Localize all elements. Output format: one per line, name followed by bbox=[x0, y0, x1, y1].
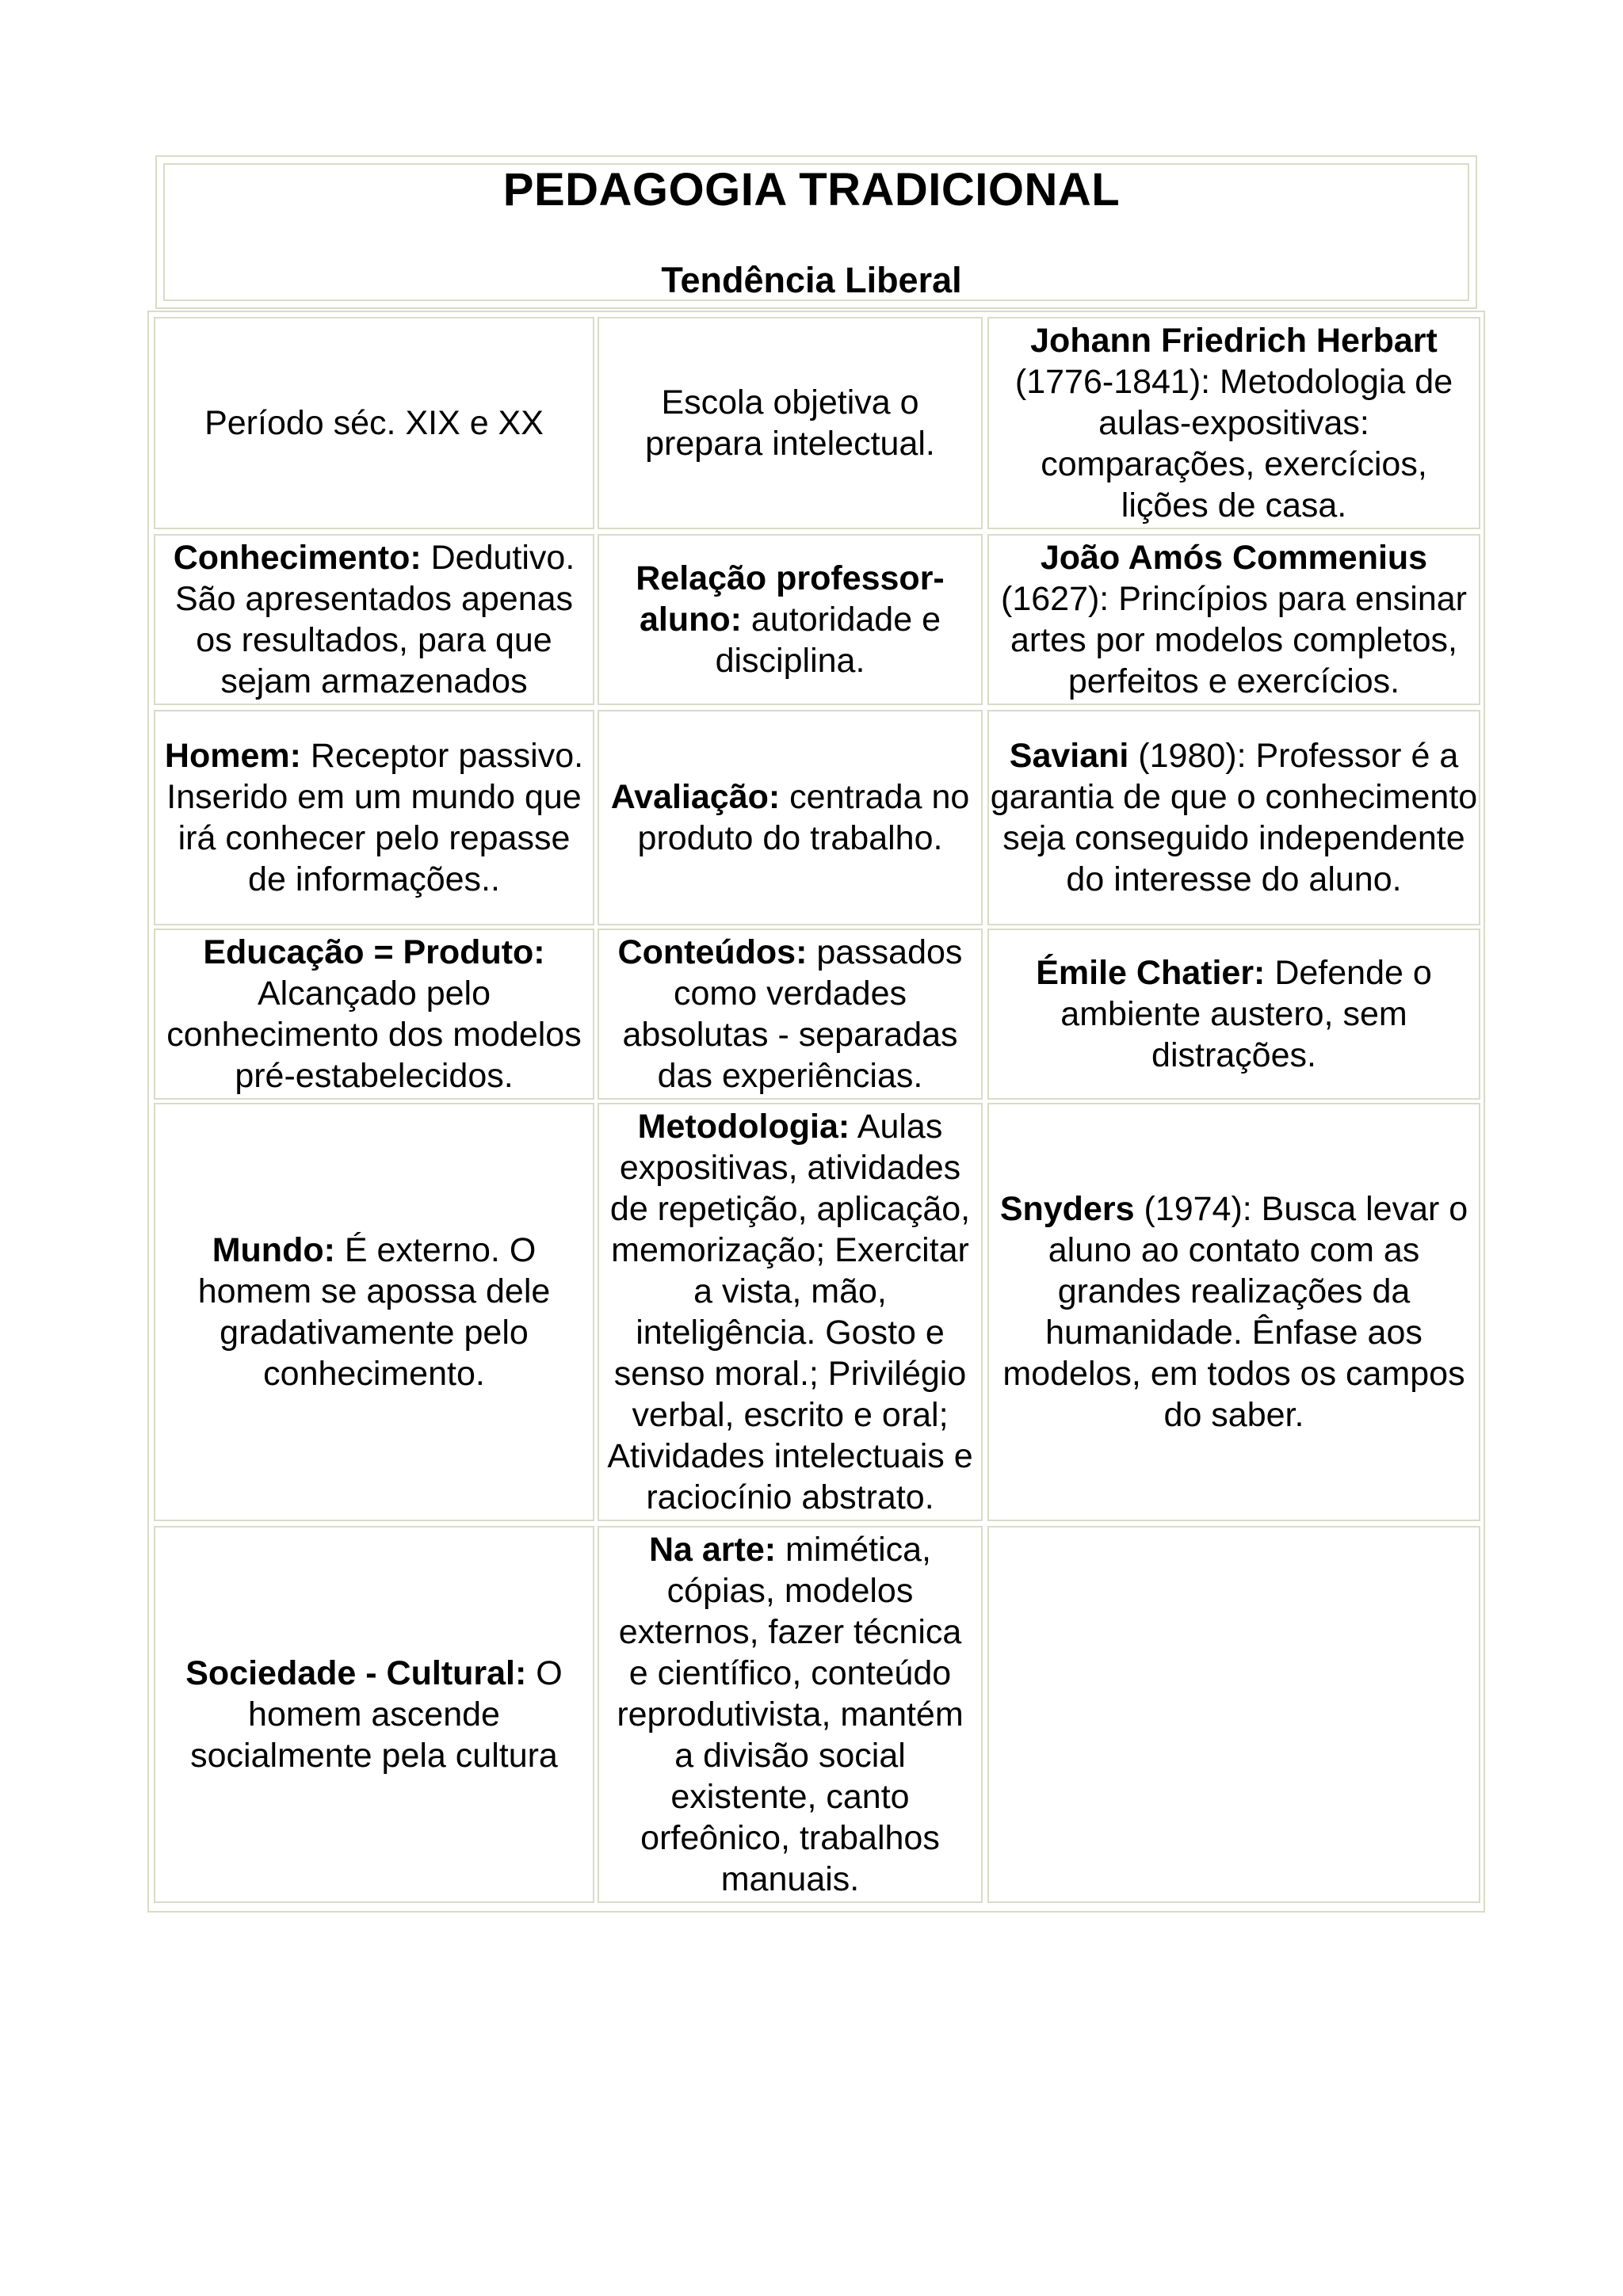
cell-text: centrada no produto do trabalho. bbox=[637, 778, 970, 857]
cell-text: autoridade e disciplina. bbox=[715, 601, 941, 680]
cell-text: mimética, cópias, modelos externos, fazer técnica e científico, conteúdo reprodutivista, mantém a divisão social existente, canto orfeônico, trabalhos manuais. bbox=[617, 1531, 964, 1898]
page-subtitle: Tendência Liberal bbox=[661, 260, 962, 300]
table-cell-r6-c3-empty bbox=[987, 1526, 1480, 1903]
table-cell-r4-c2 bbox=[598, 929, 983, 1100]
table-cell-r2-c3 bbox=[987, 534, 1480, 705]
table-cell-r3-c1 bbox=[154, 710, 594, 925]
cell-text: Dedutivo. São apresentados apenas os resultados, para que sejam armazenados bbox=[174, 539, 575, 700]
table-cell-r5-c1 bbox=[154, 1103, 594, 1521]
cell-bold-label: Avaliação: bbox=[610, 778, 781, 816]
cell-text: Escola objetiva o prepara intelectual. bbox=[645, 383, 935, 463]
cell-text: Período séc. XIX e XX bbox=[204, 404, 544, 442]
table-cell-r3-c3 bbox=[987, 710, 1480, 925]
cell-bold-label: Na arte: bbox=[648, 1531, 777, 1569]
table-cell-r6-c2 bbox=[598, 1526, 983, 1903]
cell-bold-label: Homem: bbox=[164, 737, 301, 775]
cell-text: É externo. O homem se apossa dele gradativamente pelo conhecimento. bbox=[197, 1231, 551, 1393]
table-cell-r1-c3 bbox=[987, 317, 1480, 529]
table-cell-r4-c3 bbox=[987, 929, 1480, 1100]
table-cell-r5-c2 bbox=[598, 1103, 983, 1521]
cell-text: Alcançado pelo conhecimento dos modelos pré-estabelecidos. bbox=[166, 974, 582, 1095]
cell-bold-label: Conhecimento: bbox=[173, 539, 422, 577]
page-title: PEDAGOGIA TRADICIONAL bbox=[502, 164, 1121, 215]
cell-text: (1974): Busca levar o aluno ao contato com as grandes realizações da humanidade. Ênfase aos modelos, em todos os campos do saber. bbox=[1002, 1190, 1468, 1434]
cell-bold-label: Saviani bbox=[1009, 737, 1129, 775]
cell-bold-label: Snyders bbox=[999, 1190, 1135, 1228]
cell-text: Aulas expositivas, atividades de repetição, aplicação, memorização; Exercitar a vista, mão, inteligência. Gosto e senso moral.; Privilégio verbal, escrito e oral; Atividades intelectuais e raciocínio abstrato. bbox=[607, 1108, 973, 1516]
table-cell-r2-c1 bbox=[154, 534, 594, 705]
table-cell-r2-c2 bbox=[598, 534, 983, 705]
table-cell-r4-c1 bbox=[154, 929, 594, 1100]
cell-bold-label: Émile Chatier: bbox=[1036, 954, 1266, 992]
cell-text: passados como verdades absolutas - separadas das experiências. bbox=[622, 933, 963, 1095]
cell-bold-label: Mundo: bbox=[212, 1231, 335, 1269]
cell-text: (1980): Professor é a garantia de que o conhecimento seja conseguido independente do interesse do aluno. bbox=[990, 737, 1478, 898]
cell-text: O homem ascende socialmente pela cultura bbox=[190, 1654, 563, 1775]
cell-bold-label: Conteúdos: bbox=[617, 933, 808, 971]
cell-text: Defende o ambiente austero, sem distrações. bbox=[1060, 954, 1432, 1074]
cell-bold-label: Johann Friedrich Herbart bbox=[1030, 322, 1438, 360]
table-cell-r6-c1 bbox=[154, 1526, 594, 1903]
cell-bold-label: João Amós Commenius bbox=[1040, 539, 1428, 577]
cell-text: (1776-1841): Metodologia de aulas-expositivas: comparações, exercícios, lições de casa. bbox=[1014, 363, 1453, 524]
table-cell-r1-c1 bbox=[154, 317, 594, 529]
cell-text: Receptor passivo. Inserido em um mundo que irá conhecer pelo repasse de informações.. bbox=[166, 737, 584, 898]
table-cell-r1-c2 bbox=[598, 317, 983, 529]
table-cell-r5-c3 bbox=[987, 1103, 1480, 1521]
cell-bold-label: Relação professor-aluno: bbox=[636, 559, 945, 639]
cell-bold-label: Sociedade - Cultural: bbox=[185, 1654, 527, 1692]
table-cell-r3-c2 bbox=[598, 710, 983, 925]
cell-text: (1627): Princípios para ensinar artes por modelos completos, perfeitos e exercícios. bbox=[1001, 580, 1467, 700]
cell-bold-label: Educação = Produto: bbox=[203, 933, 545, 971]
cell-bold-label: Metodologia: bbox=[637, 1108, 850, 1146]
